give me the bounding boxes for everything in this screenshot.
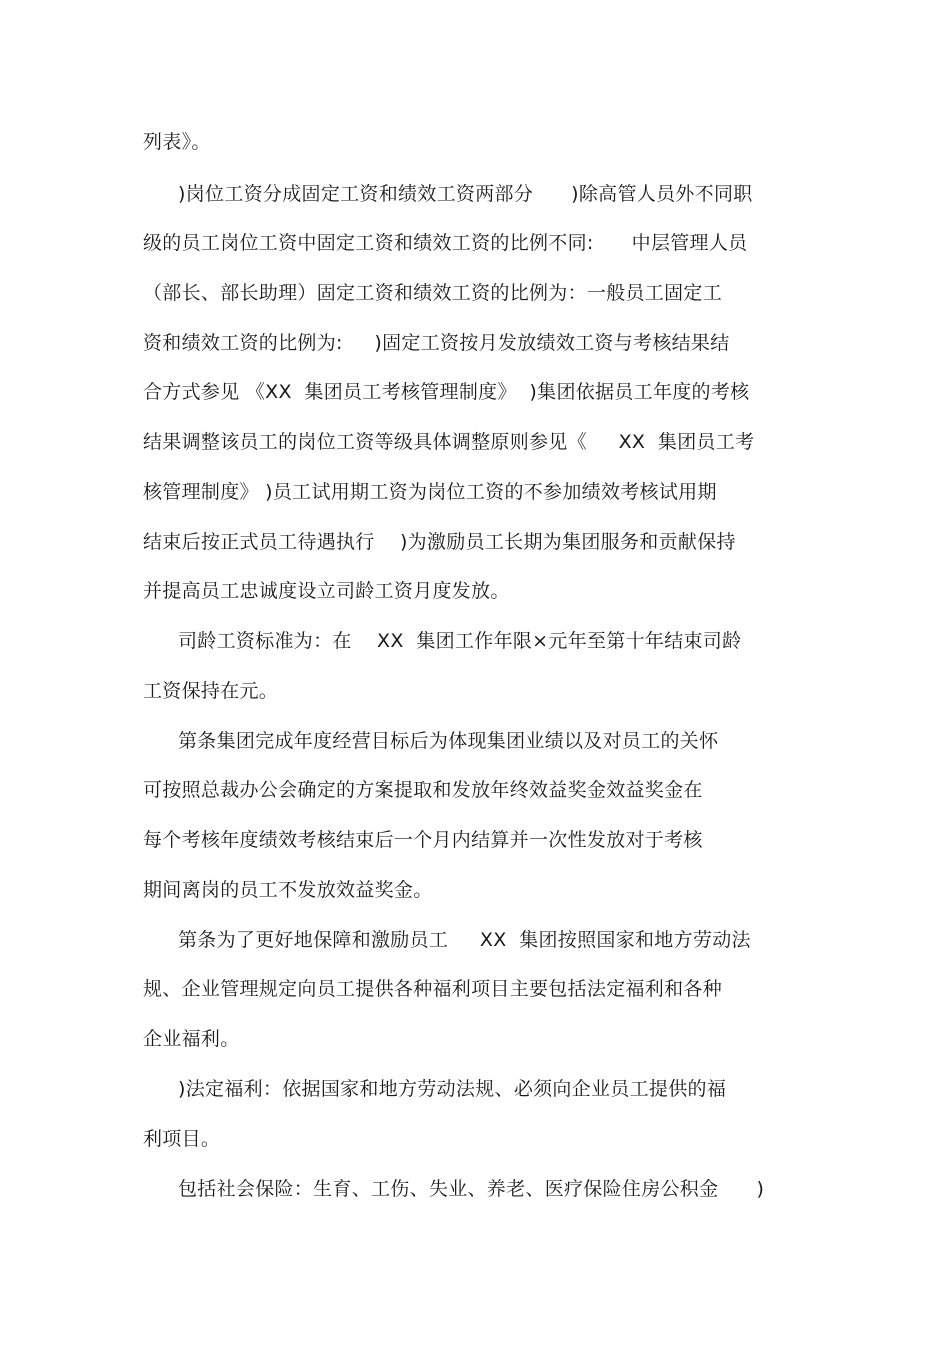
text-line: 核管理制度》 )员工试用期工资为岗位工资的不参加绩效考核试用期 xyxy=(143,481,717,503)
text-line: 第条集团完成年度经营目标后为体现集团业绩以及对员工的关怀 xyxy=(178,730,719,752)
text-line: 司龄工资标准为：在 XX 集团工作年限×元年至第十年结束司龄 xyxy=(178,630,742,652)
text-line: 并提高员工忠诚度设立司龄工资月度发放。 xyxy=(143,580,510,602)
text-line: 工资保持在元。 xyxy=(143,680,279,702)
text-line: )法定福利：依据国家和地方劳动法规、必须向企业员工提供的福 xyxy=(178,1078,727,1100)
text-line: 资和绩效工资的比例为: )固定工资按月发放绩效工资与考核结果结 xyxy=(143,332,730,354)
text-line: )岗位工资分成固定工资和绩效工资两部分 )除高管人员外不同职 xyxy=(178,183,753,205)
text-line: 第条为了更好地保障和激励员工 XX 集团按照国家和地方劳动法 xyxy=(178,929,751,951)
text-line: 结束后按正式员工待遇执行 )为激励员工长期为集团服务和贡献保持 xyxy=(143,531,736,553)
text-line: 合方式参见 《XX 集团员工考核管理制度》 )集团依据员工年度的考核 xyxy=(143,381,750,403)
text-line: （部长、部长助理）固定工资和绩效工资的比例为：一般员工固定工 xyxy=(143,282,723,304)
text-line: 列表》。 xyxy=(143,131,211,153)
text-line: 企业福利。 xyxy=(143,1028,240,1050)
text-line: 包括社会保险：生育、工伤、失业、养老、医疗保险住房公积金 ) xyxy=(178,1178,765,1200)
text-line: 期间离岗的员工不发放效益奖金。 xyxy=(143,879,433,901)
text-line: 规、企业管理规定向员工提供各种福利项目主要包括法定福利和各种 xyxy=(143,978,723,1000)
text-line: 可按照总裁办公会确定的方案提取和发放年终效益奖金效益奖金在 xyxy=(143,779,703,801)
text-line: 每个考核年度绩效考核结束后一个月内结算并一次性发放对于考核 xyxy=(143,829,703,851)
text-line: 结果调整该员工的岗位工资等级具体调整原则参见《 XX 集团员工考 xyxy=(143,431,755,453)
text-line: 利项目。 xyxy=(143,1128,221,1150)
text-line: 级的员工岗位工资中固定工资和绩效工资的比例不同: 中层管理人员 xyxy=(143,232,748,254)
